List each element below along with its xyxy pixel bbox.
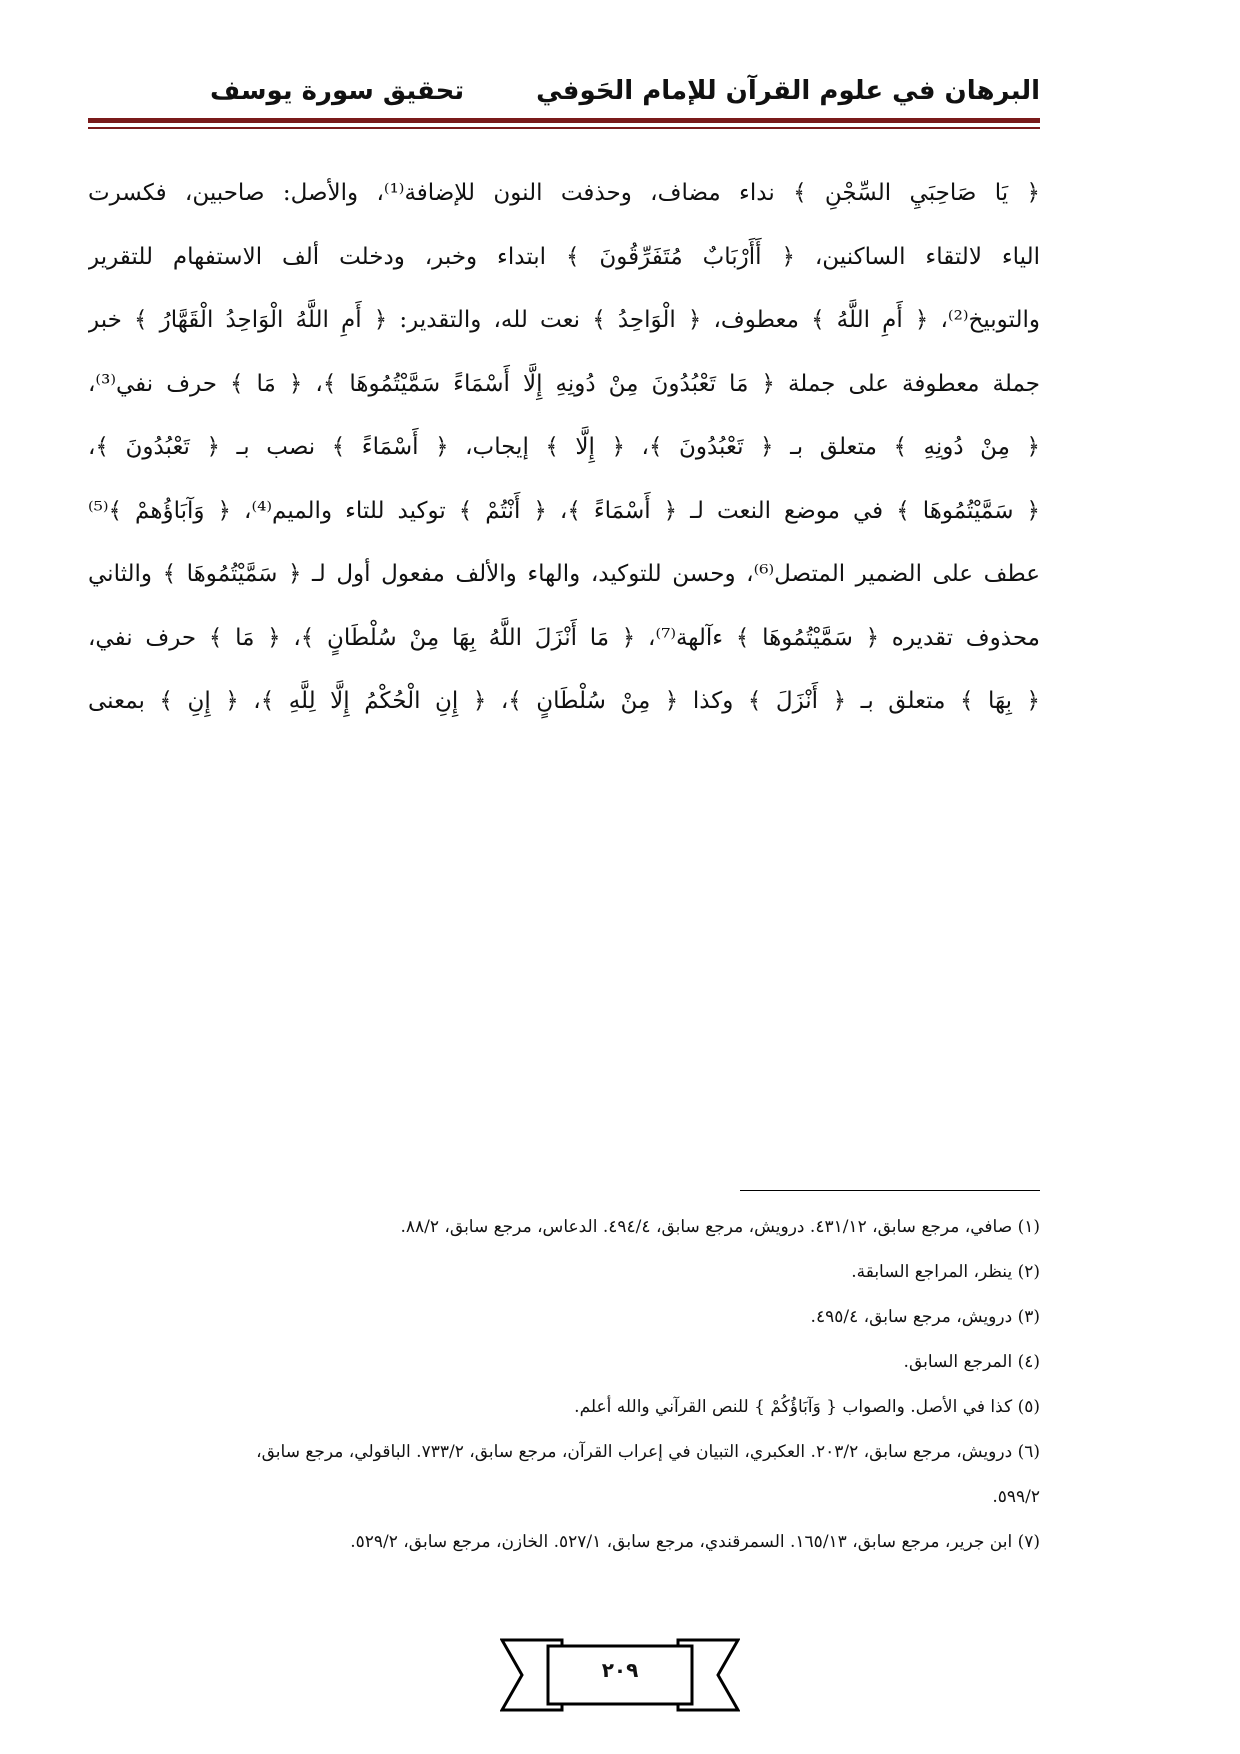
footnotes (88, 1205, 1040, 1565)
footnote: (٤) المرجع السابق. (903, 1352, 1040, 1372)
main-text (88, 162, 1040, 734)
footnote: (١) صافي، مرجع سابق، ٤٣١/١٢. درويش، مرجع سابق، ٤٩٤/٤. الدعاس، مرجع سابق، ٨٨/٢. (400, 1217, 1040, 1237)
footnote-separator (740, 1190, 1040, 1191)
text-line: عطف على الضمير المتصل⁽⁶⁾، وحسن للتوكيد، والهاء والألف مفعول أول لـ ﴿ سَمَّيْتُمُوهَا ﴾ والثاني (88, 561, 1040, 587)
section-title: تحقيق سورة يوسف (210, 76, 465, 106)
header-rule-thin (88, 127, 1040, 129)
header-rule-thick (88, 118, 1040, 123)
footnote: (٥) كذا في الأصل. والصواب { وَآبَاؤُكُمْ } للنص القرآني والله أعلم. (574, 1397, 1040, 1417)
page-header (210, 66, 1040, 114)
footnote: (٣) درويش، مرجع سابق، ٤٩٥/٤. (810, 1307, 1040, 1327)
footnote: (٧) ابن جرير، مرجع سابق، ١٦٥/١٣. السمرقندي، مرجع سابق، ٥٢٧/١. الخازن، مرجع سابق، ٥٢٩/٢. (350, 1532, 1040, 1552)
text-line: ﴿ بِهَا ﴾ متعلق بـ ﴿ أَنْزَلَ ﴾ وكذا ﴿ مِنْ سُلْطَانٍ ﴾، ﴿ إِنِ الْحُكْمُ إِلَّا لِلَّهِ ﴾، ﴿ إِنِ ﴾ بمعنى (88, 688, 1040, 714)
text-line: الياء لالتقاء الساكنين، ﴿ أَأَرْبَابٌ مُتَفَرِّقُونَ ﴾ ابتداء وخبر، ودخلت ألف الاستفهام للتقرير (88, 243, 1040, 270)
text-line: جملة معطوفة على جملة ﴿ مَا تَعْبُدُونَ مِنْ دُونِهِ إِلَّا أَسْمَاءً سَمَّيْتُمُوهَا ﴾، ﴿ مَا ﴾ حرف نفي⁽³⁾، (88, 370, 1040, 397)
footnote: (٦) درويش، مرجع سابق، ٢٠٣/٢. العكبري، التبيان في إعراب القرآن، مرجع سابق، ٧٣٣/٢. الباقولي، مرجع سابق، (256, 1442, 1040, 1462)
text-line: ﴿ يَا صَاحِبَيِ السِّجْنِ ﴾ نداء مضاف، وحذفت النون للإضافة⁽¹⁾، والأصل: صاحبين، فكسرت (88, 180, 1040, 206)
footnote-continuation: ٥٩٩/٢. (992, 1487, 1040, 1507)
text-line: ﴿ مِنْ دُونِهِ ﴾ متعلق بـ ﴿ تَعْبُدُونَ ﴾، ﴿ إِلَّا ﴾ إيجاب، ﴿ أَسْمَاءً ﴾ نصب بـ ﴿ تَعْبُدُونَ ﴾، (88, 434, 1040, 460)
footnote: (٢) ينظر، المراجع السابقة. (851, 1262, 1040, 1282)
page-number: ٢٠٩ (601, 1658, 639, 1682)
text-line: محذوف تقديره ﴿ سَمَّيْتُمُوهَا ﴾ ءآلهة⁽⁷⁾، ﴿ مَا أَنْزَلَ اللَّهُ بِهَا مِنْ سُلْطَانٍ ﴾، ﴿ مَا ﴾ حرف نفي، (88, 624, 1040, 651)
text-line: ﴿ سَمَّيْتُمُوهَا ﴾ في موضع النعت لـ ﴿ أَسْمَاءً ﴾، ﴿ أَنْتُمْ ﴾ توكيد للتاء والميم⁽⁴⁾، ﴿ وَآبَاؤُهمْ ﴾⁽⁵⁾ (88, 497, 1040, 524)
book-title: البرهان في علوم القرآن للإمام الحَوفي (536, 76, 1040, 106)
page-number-badge (500, 1632, 740, 1718)
text-line: والتوبيخ⁽²⁾، ﴿ أَمِ اللَّهُ ﴾ معطوف، ﴿ الْوَاحِدُ ﴾ نعت لله، والتقدير: ﴿ أَمِ اللَّهُ الْوَاحِدُ الْقَهَّارُ ﴾ خبر (88, 307, 1040, 333)
